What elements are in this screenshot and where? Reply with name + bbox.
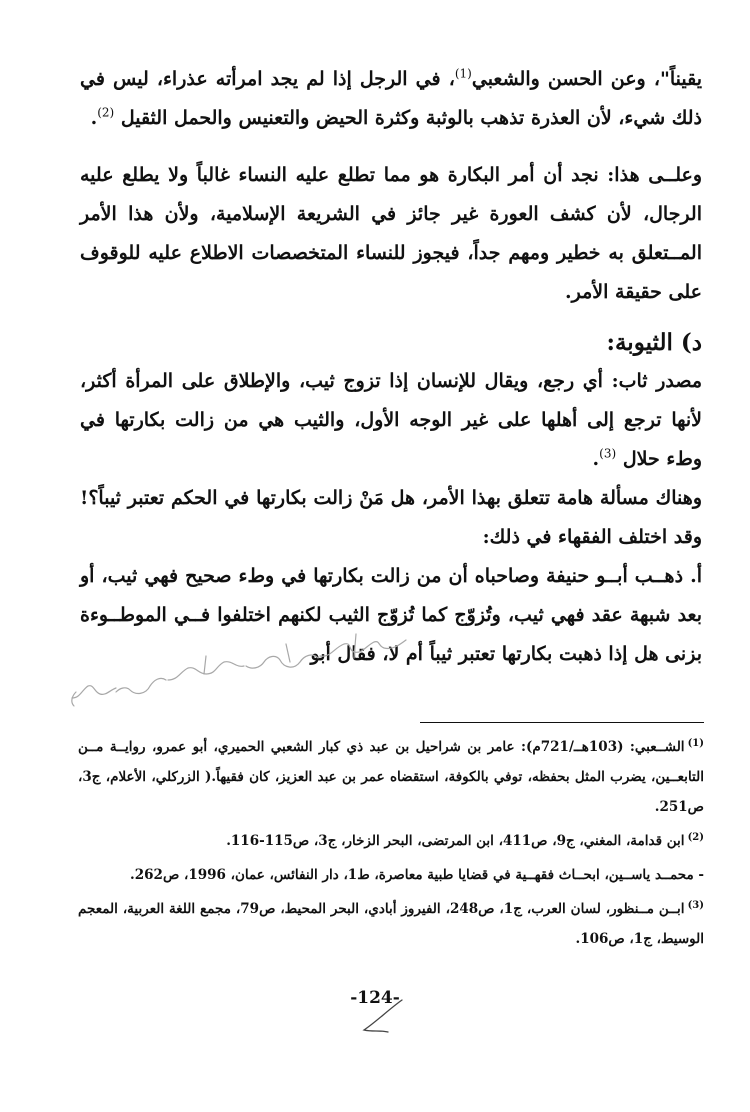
footnote-1-text: الشــعبي: (103هــ/721م): عامر بن شراحيل بن عبد ذي كبار الشعبي الحميري، أبو عمرو، روايــة مــن التابعــين، يضرب المثل بحفظه، توفي بالكوفة، استقضاه عمر بن عبد العزيز، كان فقيهاً.( الزركلي، الأعلام، ج3، ص251. <box>78 739 704 815</box>
footnote-ref-3[interactable]: (3) <box>599 446 617 461</box>
pen-stroke-mark <box>358 996 408 1036</box>
paragraph-1-rest: ، في الرجل إذا لم يجد امرأته عذراء، ليس في ذلك شيء، لأن العذرة تذهب بالوثبة وكثرة الحيض والتعنيس والحمل الثقيل <box>80 68 702 129</box>
list-item-a-text: ذهــب أبــو حنيفة وصاحباه أن من زالت بكارتها في وطء صحيح فهي ثيب، أو بعد شبهة عقد فهي ثيب، وتُزوّج كما تُزوّج الثيب لكنهم اختلفوا فــي الموطــوءة بزنى هل إذا ذهبت بكارتها تعتبر ثيباً أم لا، فقال أبو <box>80 565 702 665</box>
footnote-2-text: ابن قدامة، المغني، ج9، ص411، ابن المرتضى، البحر الزخار، ج3، ص115-116. <box>226 833 685 849</box>
section-heading: د) الثيوبة: <box>606 329 702 356</box>
footnote-2-continued-text: - محمــد ياســين، ابحــاث فقهــية في قضايا طبية معاصرة، ط1، دار النفائس، عمان، 1996، ص262. <box>130 867 704 883</box>
footnote-ref-1[interactable]: (1) <box>454 66 472 81</box>
footnote-3-text: ابــن مــنظور، لسان العرب، ج1، ص248، الفيروز أبادي، البحر المحيط، ص79، مجمع اللغة العربية، المعجم الوسيط، ج1، ص106. <box>78 901 704 947</box>
footnote-2 <box>78 826 704 856</box>
main-text <box>80 60 702 674</box>
footnote-3-mark: (3) <box>687 899 704 911</box>
handwritten-annotation <box>56 630 416 710</box>
paragraph-3-end: . <box>592 448 600 470</box>
paragraph-2-lead: وعلــى هذا: <box>607 164 703 186</box>
footnotes <box>78 732 704 958</box>
footnote-1-mark: (1) <box>687 737 704 749</box>
list-item-a-label: أ. <box>683 565 702 587</box>
page-number: -124- <box>350 988 400 1008</box>
paragraph-2 <box>80 156 702 312</box>
paragraph-1 <box>80 60 702 138</box>
footnote-1 <box>78 732 704 822</box>
paragraph-2-text: نجد أن أمر البكارة هو مما تطلع عليه النساء غالباً ولا يطلع عليه الرجال، لأن كشف العورة غير جائز في الشريعة الإسلامية، ولأن هذا الأمر المــتعلق به خطير ومهم جداً، فيجوز للنساء المتخصصات الاطلاع عليه للوقوف على حقيقة الأمر. <box>80 164 702 303</box>
paragraph-1-text: يقيناً"، وعن الحسن والشعبي <box>471 68 703 90</box>
footnote-3 <box>78 894 704 954</box>
paragraph-3-text: مصدر ثاب: أي رجع، ويقال للإنسان إذا تزوج ثيب، والإطلاق على المرأة أكثر، لأنها ترجع إلى أهلها على غير الوجه الأول، والثيب هي من زالت بكارتها في وطء حلال <box>80 370 702 470</box>
paragraph-4: وهناك مسألة هامة تتعلق بهذا الأمر، هل مَنْ زالت بكارتها في الحكم تعتبر ثيباً؟! وقد اختلف الفقهاء في ذلك: <box>80 487 702 548</box>
footnote-separator <box>420 722 704 723</box>
footnote-2-mark: (2) <box>687 831 704 843</box>
paragraph-1-end: . <box>90 107 98 129</box>
paragraph-3 <box>80 362 702 479</box>
footnote-2-continued <box>78 860 704 890</box>
footnote-ref-2[interactable]: (2) <box>97 105 115 120</box>
